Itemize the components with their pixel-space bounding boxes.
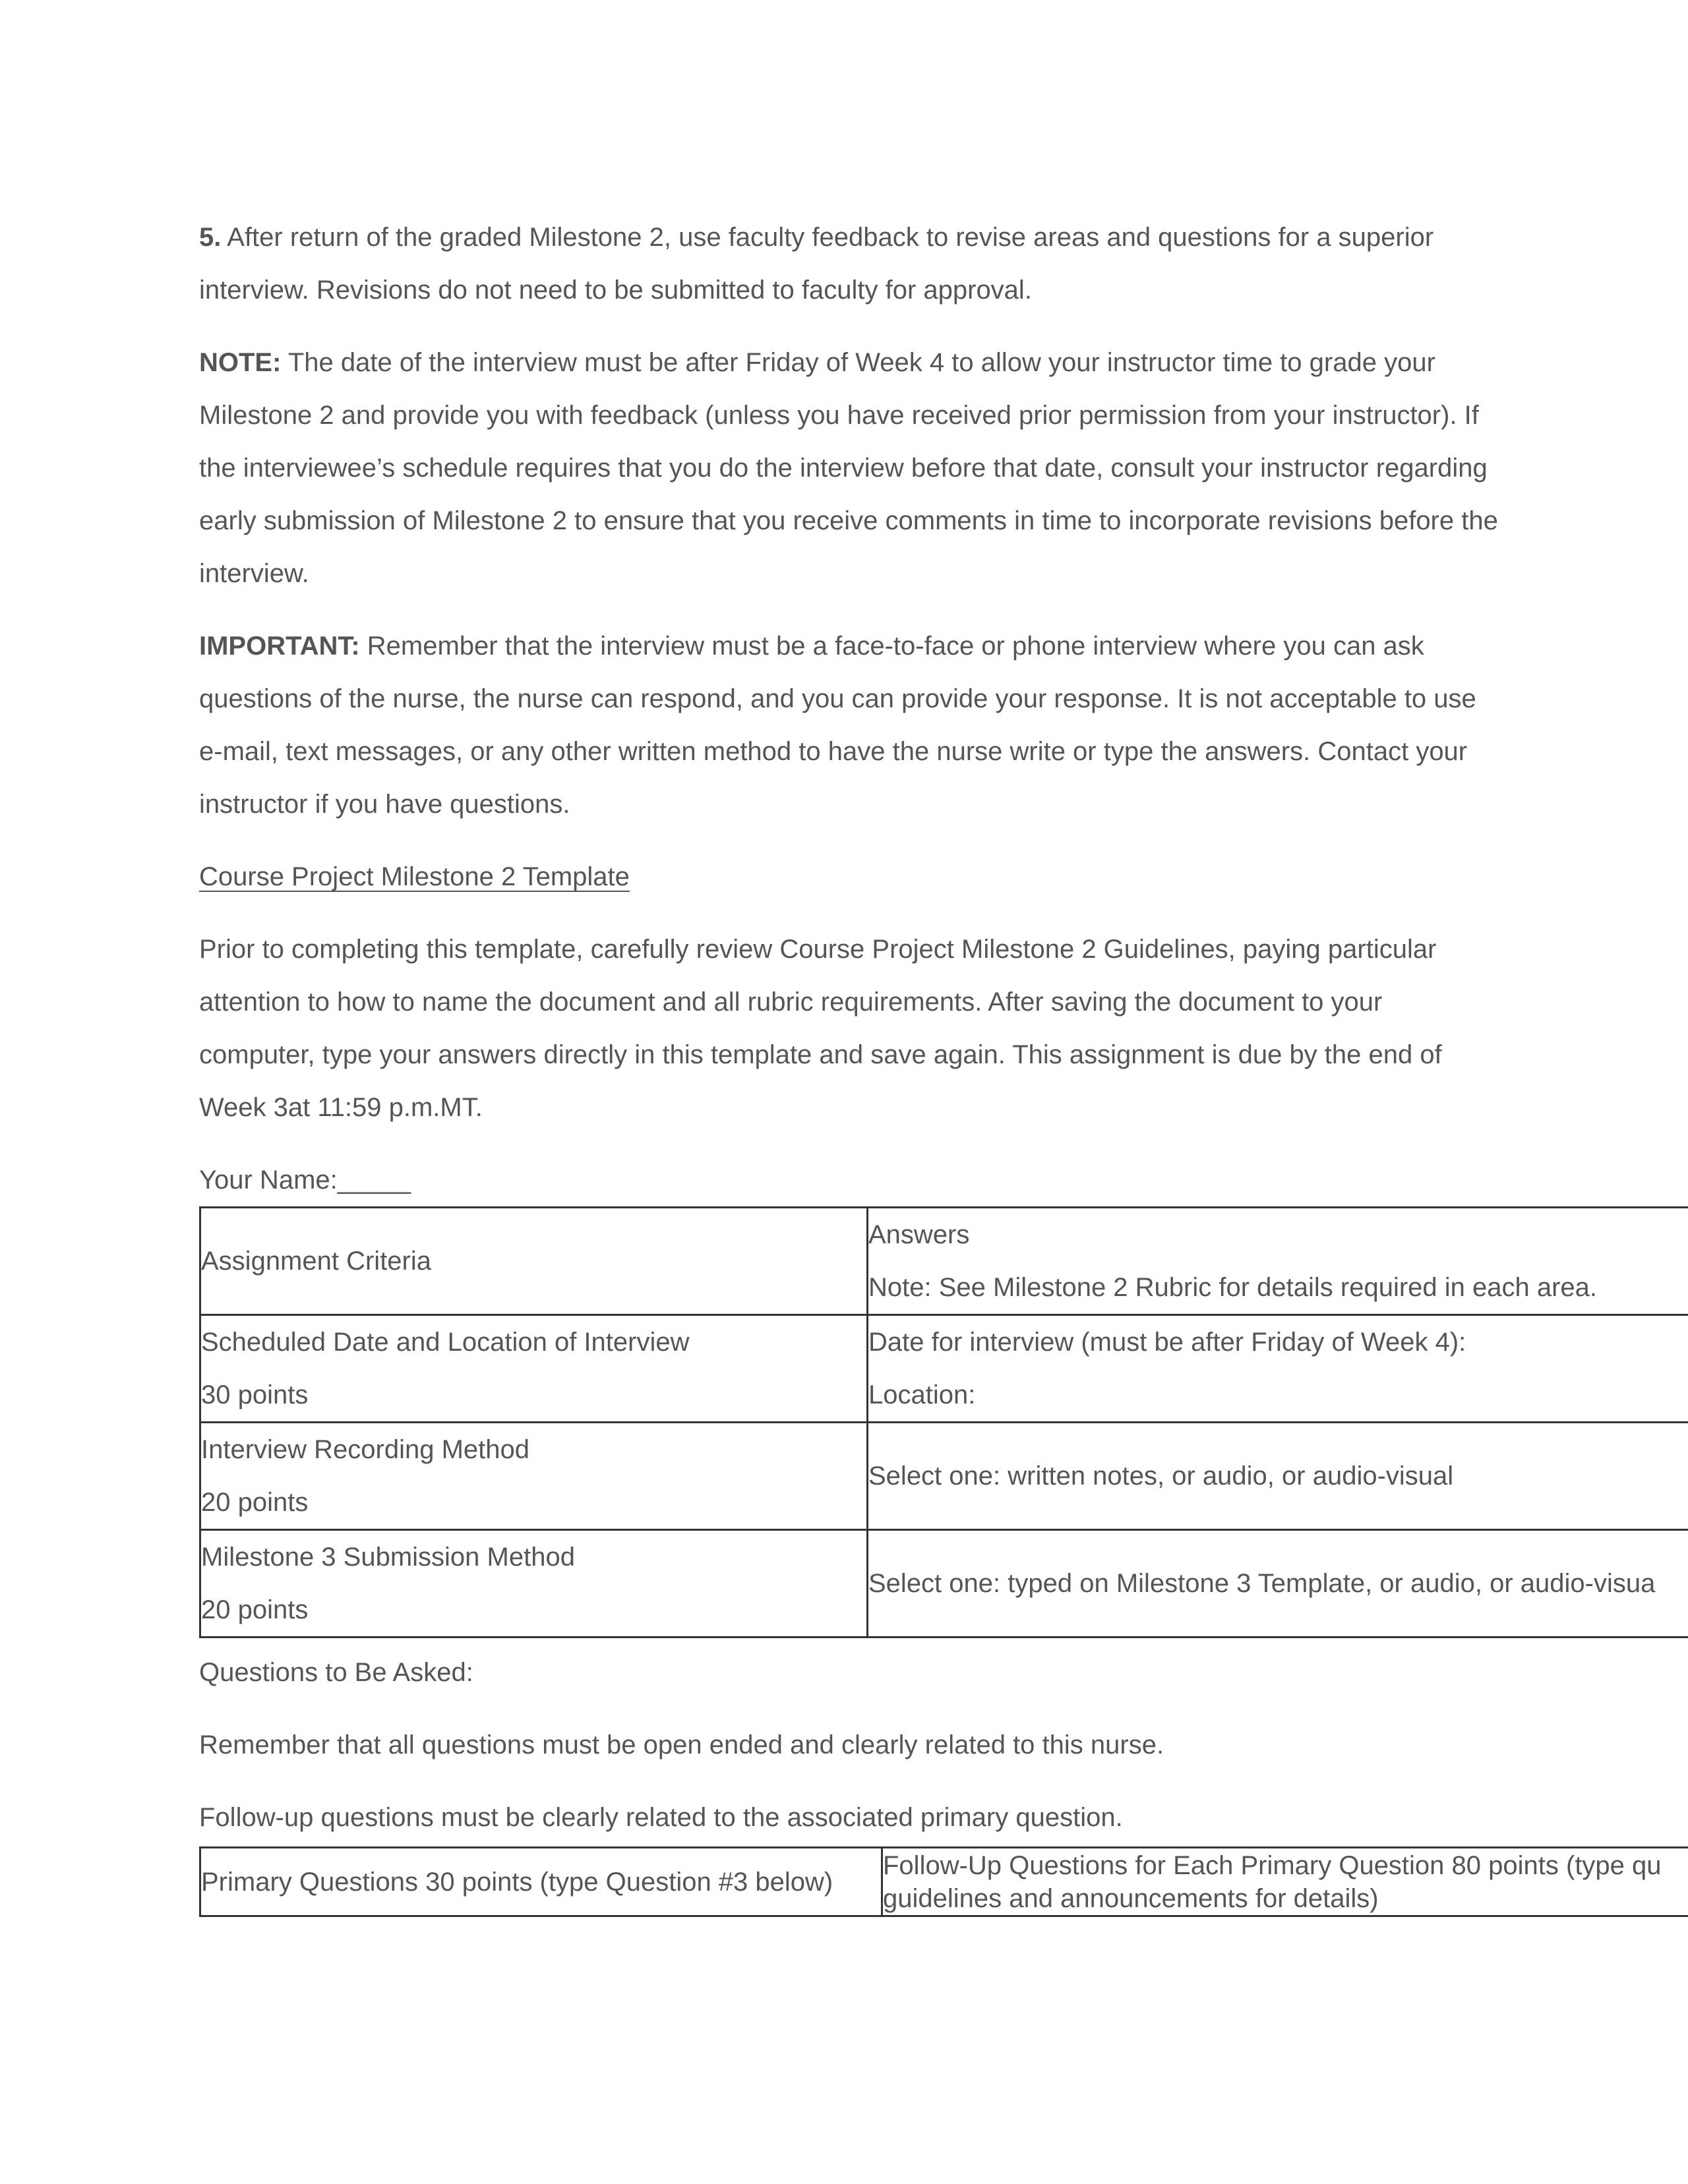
note-label: NOTE:: [199, 348, 282, 377]
answers-heading: Answers: [868, 1220, 970, 1249]
document-page: [199, 211, 1688, 1917]
table-row: [200, 1315, 1688, 1423]
template-link-paragraph: [199, 850, 1505, 903]
important-label: IMPORTANT:: [199, 632, 360, 661]
criteria-cell: Milestone 3 Submission Method 20 points: [200, 1530, 868, 1638]
answer-cell[interactable]: Select one: written notes, or audio, or audio-visual: [868, 1423, 1688, 1530]
primary-questions-header: Primary Questions 30 points (type Question #3 below): [200, 1848, 882, 1916]
questions-table-wrapper: [199, 1846, 1688, 1917]
criteria-cell: Interview Recording Method 20 points: [200, 1423, 868, 1530]
answer-cell[interactable]: Select one: typed on Milestone 3 Template, or audio, or audio-visua: [868, 1530, 1688, 1638]
table-row: [200, 1208, 1688, 1315]
prior-paragraph: Prior to completing this template, carefully review Course Project Milestone 2 Guidelines, paying particular attention to how to name the document and all rubric requirements. After saving the document to your computer, type your answers directly in this template and save again. This assignment is due by the end of Week 3at 11:59 p.m.MT.: [199, 935, 1442, 1122]
your-name-field[interactable]: Your Name:_____: [199, 1166, 411, 1195]
questions-table: [199, 1846, 1688, 1917]
table-row: [200, 1848, 1688, 1916]
template-link[interactable]: Course Project Milestone 2 Template: [199, 862, 630, 891]
criteria-table: [199, 1206, 1688, 1638]
important-text: Remember that the interview must be a face-to-face or phone interview where you can ask questions of the nurse, the nurse can respond, and you can provide your response. It is not acceptable to use e-mail, text messages, or any other written method to have the nurse write or type the answers. Contact your instructor if you have questions.: [199, 632, 1476, 819]
followup-questions-header: Follow-Up Questions for Each Primary Question 80 points (type qu guidelines and announcements for details): [882, 1848, 1688, 1916]
table-row: [200, 1423, 1688, 1530]
criteria-table-wrapper: [199, 1206, 1688, 1638]
answers-header-cell: [868, 1208, 1688, 1315]
followup-note: Follow-up questions must be clearly related to the associated primary question.: [199, 1803, 1123, 1832]
answer-cell[interactable]: Date for interview (must be after Friday of Week 4): Location:: [868, 1315, 1688, 1423]
open-ended-note: Remember that all questions must be open ended and clearly related to this nurse.: [199, 1730, 1164, 1759]
important-paragraph: [199, 620, 1505, 831]
questions-heading: Questions to Be Asked:: [199, 1658, 473, 1687]
note-text: The date of the interview must be after Friday of Week 4 to allow your instructor time to grade your Milestone 2 and provide you with feedback (unless you have received prior permission from your instructor). If the interviewee’s schedule requires that you do the interview before that date, consult your instructor regarding early submission of Milestone 2 to ensure that you receive comments in time to incorporate revisions before the interview.: [199, 348, 1498, 588]
criteria-cell: Scheduled Date and Location of Interview 30 points: [200, 1315, 868, 1423]
paragraph-step-5: [199, 211, 1505, 316]
step-number: 5.: [199, 223, 222, 252]
answers-note: Note: See Milestone 2 Rubric for details required in each area.: [868, 1273, 1598, 1302]
note-paragraph: [199, 336, 1505, 600]
step-5-text: After return of the graded Milestone 2, use faculty feedback to revise areas and questions for a superior interview. Revisions do not need to be submitted to faculty for approval.: [199, 223, 1434, 305]
criteria-header-cell: Assignment Criteria: [200, 1208, 868, 1315]
table-row: [200, 1530, 1688, 1638]
